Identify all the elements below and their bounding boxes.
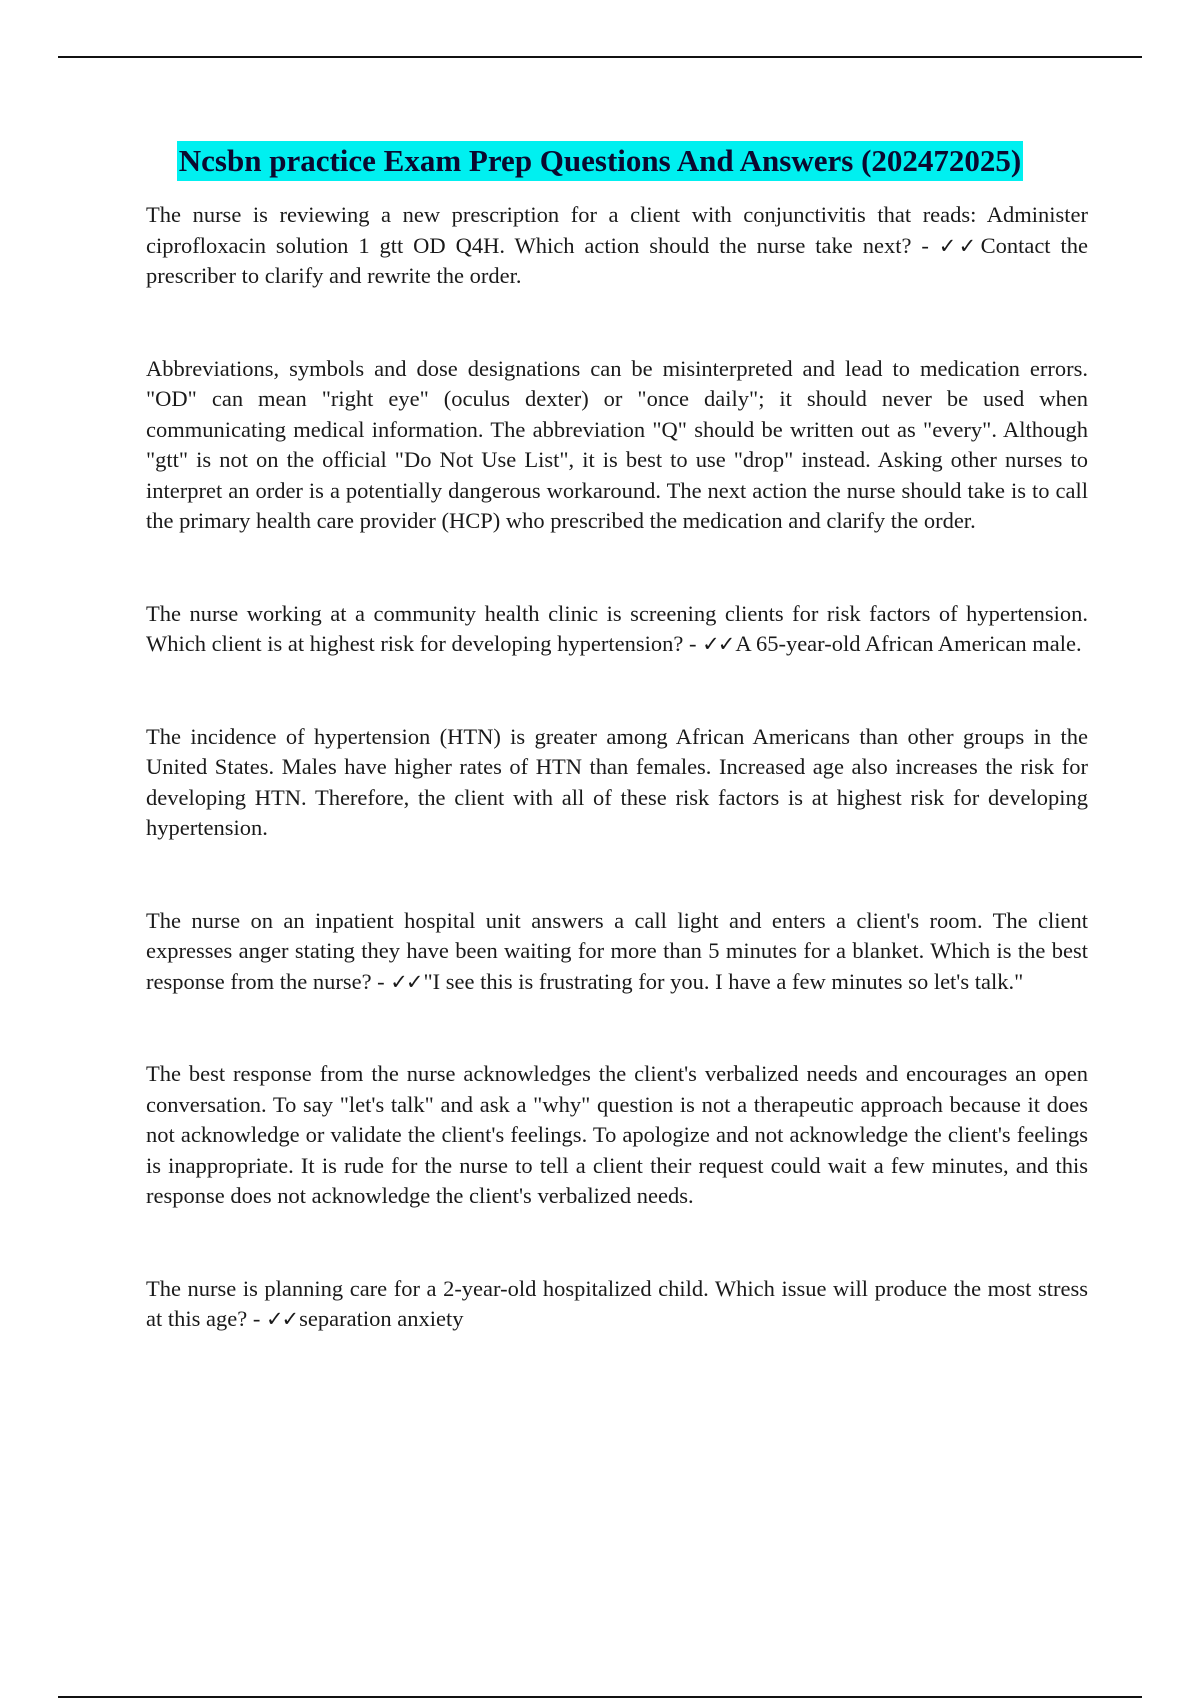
answer-3: "I see this is frustrating for you. I have a few minutes so let's talk." — [423, 968, 1024, 994]
question-1 — [146, 200, 1088, 292]
top-rule — [58, 56, 1142, 58]
question-2-text: The nurse working at a community health clinic is screening clients for risk factors of hypertension. Which client is at highest risk for developing hypertension? - — [146, 600, 1088, 656]
check-mark-icon: ✓✓ — [938, 233, 979, 258]
document-title: Ncsbn practice Exam Prep Questions And Answers (202472025) — [177, 141, 1023, 181]
title-container — [0, 141, 1200, 181]
answer-2: A 65-year-old African American male. — [735, 631, 1082, 656]
question-3-text: The nurse on an inpatient hospital unit answers a call light and enters a client's room. The client expresses anger stating they have been waiting for more than 5 minutes for a blanket. Which is the best response from the nurse? - — [146, 907, 1088, 994]
check-mark-icon: ✓✓ — [702, 632, 734, 656]
rationale-3: The best response from the nurse acknowledges the client's verbalized needs and encourages an open conversation. To say "let's talk" and ask a "why" question is not a therapeutic approach because it does not acknowledge or validate the client's feelings. To apologize and not acknowledge the client's feelings is inappropriate. It is rude for the nurse to tell a client their request could wait a few minutes, and this response does not acknowledge the client's verbalized needs. — [146, 1061, 1088, 1208]
question-2 — [146, 599, 1088, 660]
rationale-1: Abbreviations, symbols and dose designations can be misinterpreted and lead to medication errors. "OD" can mean "right eye" (oculus dexter) or "once daily"; it should never be used when communicating medical information. The abbreviation "Q" should be written out as "every". Although "gtt" is not on the official "Do Not Use List", it is best to use "drop" instead. Asking other nurses to interpret an order is a potentially dangerous workaround. The next action the nurse should take is to call the primary health care provider (HCP) who prescribed the medication and clarify the order. — [146, 355, 1088, 533]
check-mark-icon: ✓✓ — [390, 969, 422, 994]
document-body — [146, 200, 1088, 1335]
question-1-text: The nurse is reviewing a new prescription for a client with conjunctivitis that reads: Administer ciprofloxacin solution 1 gtt OD Q4H. Which action should the nurse take next? - — [146, 202, 1088, 258]
bottom-rule — [58, 1696, 1142, 1698]
answer-4: separation anxiety — [299, 1306, 464, 1331]
question-4 — [146, 1274, 1088, 1335]
question-3 — [146, 906, 1088, 998]
question-4-text: The nurse is planning care for a 2-year-old hospitalized child. Which issue will produce the most stress at this age? - — [146, 1275, 1088, 1331]
check-mark-icon: ✓✓ — [265, 1307, 298, 1331]
answer-1: Contact the prescriber to clarify and rewrite the order. — [146, 232, 1088, 288]
rationale-2: The incidence of hypertension (HTN) is greater among African Americans than other groups in the United States. Males have higher rates of HTN than females. Increased age also increases the risk for developing HTN. Therefore, the client with all of these risk factors is at highest risk for developing hypertension. — [146, 723, 1088, 840]
